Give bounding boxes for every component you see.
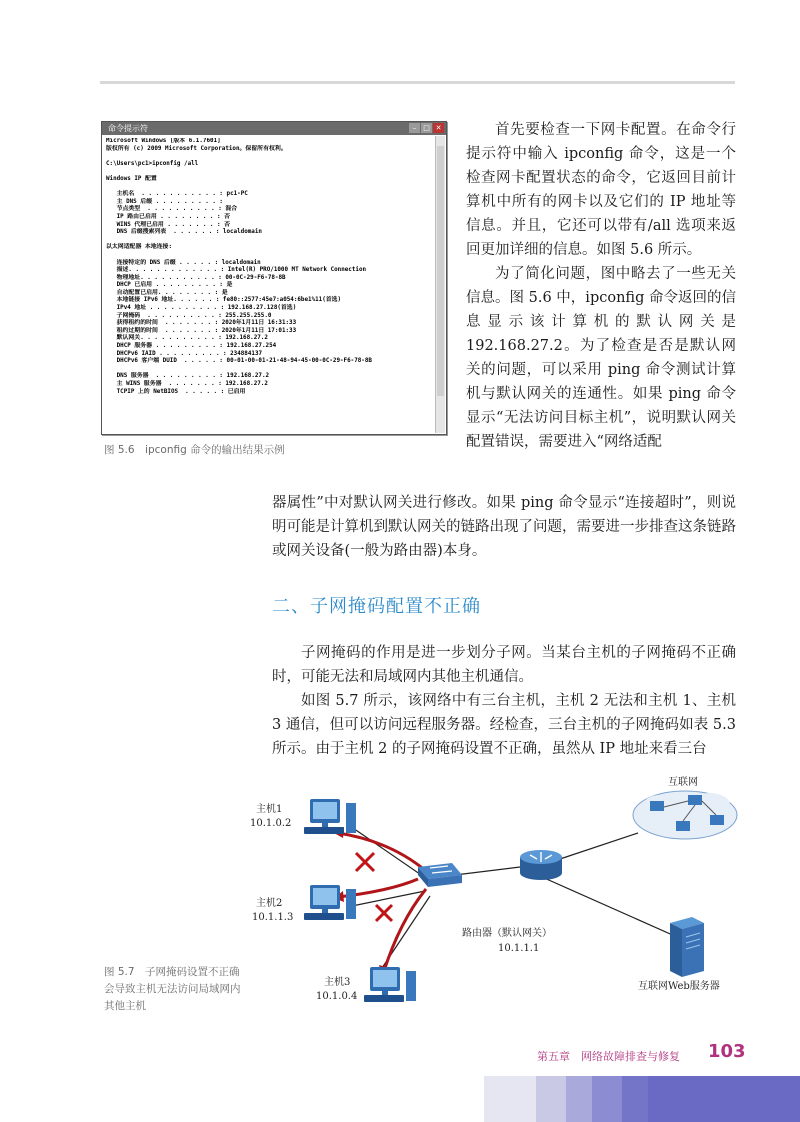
cmd-line: DNS 服务器 . . . . . . . . . : 192.168.27.2 [106, 373, 270, 380]
cmd-line: 物理地址. . . . . . . . . . . : 00-0C-29-F6-78-8B [106, 274, 286, 281]
paragraph-2-top: 为了简化问题，图中略去了一些无关信息。图 5.6 中，ipconfig 命令返回的信息显示该计算机的默认网关是 192.168.27.2。为了检查是否是默认网关的问题，可以采用 ping 命令测试计算机与默认网关的连通性。如果 ping 命令显示“无法访问目标主机”，说明默认网关配置错误，需要进入“网络适配 [466, 266, 736, 450]
cmd-line: 默认网关. . . . . . . . . . . : 192.168.27.2 [106, 335, 268, 342]
router-icon [520, 850, 562, 880]
host1-computer-icon [304, 799, 356, 834]
cmd-line: DHCP 已启用 . . . . . . . . . : 是 [106, 282, 233, 289]
server-label: 互联网Web服务器 [638, 981, 720, 992]
cmd-line: WINS 代理已启用 . . . . . . . : 否 [106, 221, 231, 228]
cmd-output [106, 138, 432, 430]
internet-cloud-icon [633, 791, 737, 839]
cmd-line: IP 路由已启用 . . . . . . . . : 否 [106, 213, 231, 220]
paragraph-2-bottom: 器属性”中对默认网关进行修改。如果 ping 命令显示“连接超时”，则说明可能是计算机到默认网关的链路出现了问题，需要进一步排查这条链路或网关设备(一般为路由器)本身。 [272, 495, 736, 559]
cmd-line: 节点类型 . . . . . . . . . . : 混合 [106, 206, 238, 213]
cmd-line: Windows IP 配置 [106, 175, 157, 182]
cmd-line: 获得租约的时间 . . . . . . . : 2020年1月11日 16:31:33 [106, 320, 297, 327]
cmd-line: C:\Users\pc1>ipconfig /all [106, 160, 199, 167]
cmd-line: 描述. . . . . . . . . . . . . : Intel(R) PRO/1000 MT Network Connection [106, 267, 367, 274]
page-number: 103 [708, 1041, 746, 1062]
host1-name: 主机1 [256, 804, 283, 815]
cmd-line [106, 252, 432, 260]
internet-label: 互联网 [668, 777, 698, 788]
network-diagram [240, 771, 760, 1016]
cmd-title: 命令提示符 [108, 124, 148, 133]
section-heading: 二、子网掩码配置不正确 [272, 596, 481, 617]
cmd-line [106, 153, 432, 161]
web-server-icon [670, 917, 704, 977]
host2-ip: 10.1.1.3 [252, 912, 294, 923]
cmd-line: Microsoft Windows [版本 6.1.7601] [106, 138, 221, 144]
right-column-text [466, 118, 736, 454]
cmd-line: DHCPv6 客户端 DUID . . . . . : 00-01-00-01-21-48-94-45-00-0C-29-F6-78-8B [106, 358, 372, 365]
full-width-text [272, 491, 736, 563]
blocked-x-icon [356, 853, 392, 921]
cmd-line: 主 DNS 后缀 . . . . . . . . . : [106, 198, 223, 205]
cmd-line [106, 168, 432, 176]
cmd-line: 以太网适配器 本地连接: [106, 244, 172, 251]
host1-ip: 10.1.0.2 [250, 818, 292, 829]
figure-5-6-caption: 图 5.6 ipconfig 命令的输出结果示例 [104, 444, 285, 456]
cmd-line: DHCPv6 IAID . . . . . . . . . : 234884137 [106, 350, 263, 357]
section-text [272, 641, 736, 761]
cmd-line: 自动配置已启用. . . . . . . . : 是 [106, 289, 228, 296]
maximize-icon[interactable]: □ [421, 123, 432, 133]
cmd-line: IPv4 地址 . . . . . . . . . . : 192.168.27.128(首选) [106, 305, 297, 312]
cmd-line: 主机名 . . . . . . . . . . . : pc1-PC [106, 191, 248, 198]
cmd-window [101, 121, 447, 435]
host3-name: 主机3 [324, 977, 351, 988]
switch-icon [418, 863, 462, 887]
cmd-line: 主 WINS 服务器 . . . . . . . : 192.168.27.2 [106, 381, 268, 387]
cmd-line: DNS 后缀搜索列表 . . . . . . : localdomain [106, 229, 262, 236]
host3-ip: 10.1.0.4 [316, 991, 358, 1002]
host3-computer-icon [364, 967, 416, 1002]
cmd-scrollbar[interactable] [435, 136, 445, 433]
close-icon[interactable]: ✕ [433, 123, 444, 133]
cmd-line: 版权所有 (c) 2009 Microsoft Corporation。保留所有权利。 [106, 145, 287, 152]
footer-decoration [484, 1076, 800, 1122]
cmd-line: DHCP 服务器 . . . . . . . . . : 192.168.27.254 [106, 343, 277, 350]
cmd-line: 子网掩码 . . . . . . . . . . : 255.255.255.0 [106, 312, 272, 319]
paragraph-1: 首先要检查一下网卡配置。在命令行提示符中输入 ipconfig 命令，这是一个检查网卡配置状态的命令，它返回目前计算机中所有的网卡以及它们的 IP 地址等信息。并且，它还可以带有/all 选项来返回更加详细的信息。如图 5.6 所示。 [466, 122, 736, 258]
paragraph-3: 子网掩码的作用是进一步划分子网。当某台主机的子网掩码不正确时，可能无法和局域网内其他主机通信。 [272, 645, 736, 685]
figure-5-7-caption: 图 5.7 子网掩码设置不正确会导致主机无法访问局域网内其他主机 [104, 966, 241, 1012]
top-rule [100, 81, 735, 84]
cmd-line: TCPIP 上的 NetBIOS . . . . . : 已启用 [106, 388, 246, 395]
host2-name: 主机2 [256, 898, 283, 909]
minimize-icon[interactable]: – [409, 123, 420, 133]
cmd-line: 本地链接 IPv6 地址. . . . . . : fe80::2577:45e7:a054:6be1%11(首选) [106, 297, 342, 304]
paragraph-4: 如图 5.7 所示，该网络中有三台主机，主机 2 无法和主机 1、主机 3 通信，但可以访问远程服务器。经检查，三台主机的子网掩码如表 5.3 所示。由于主机 2 的子网掩码设置不正确，虽然从 IP 地址来看三台 [272, 693, 736, 757]
router-ip: 10.1.1.1 [498, 943, 540, 954]
host2-computer-icon [304, 885, 356, 920]
cmd-title-bar [102, 122, 446, 135]
footer-chapter: 第五章 网络故障排查与修复 [537, 1050, 680, 1063]
router-label: 路由器（默认网关） [462, 928, 552, 939]
cmd-line: 连接特定的 DNS 后缀 . . . . . : localdomain [106, 259, 261, 266]
cmd-line: 租约过期的时间 . . . . . . . : 2020年1月11日 17:01:33 [106, 327, 297, 334]
